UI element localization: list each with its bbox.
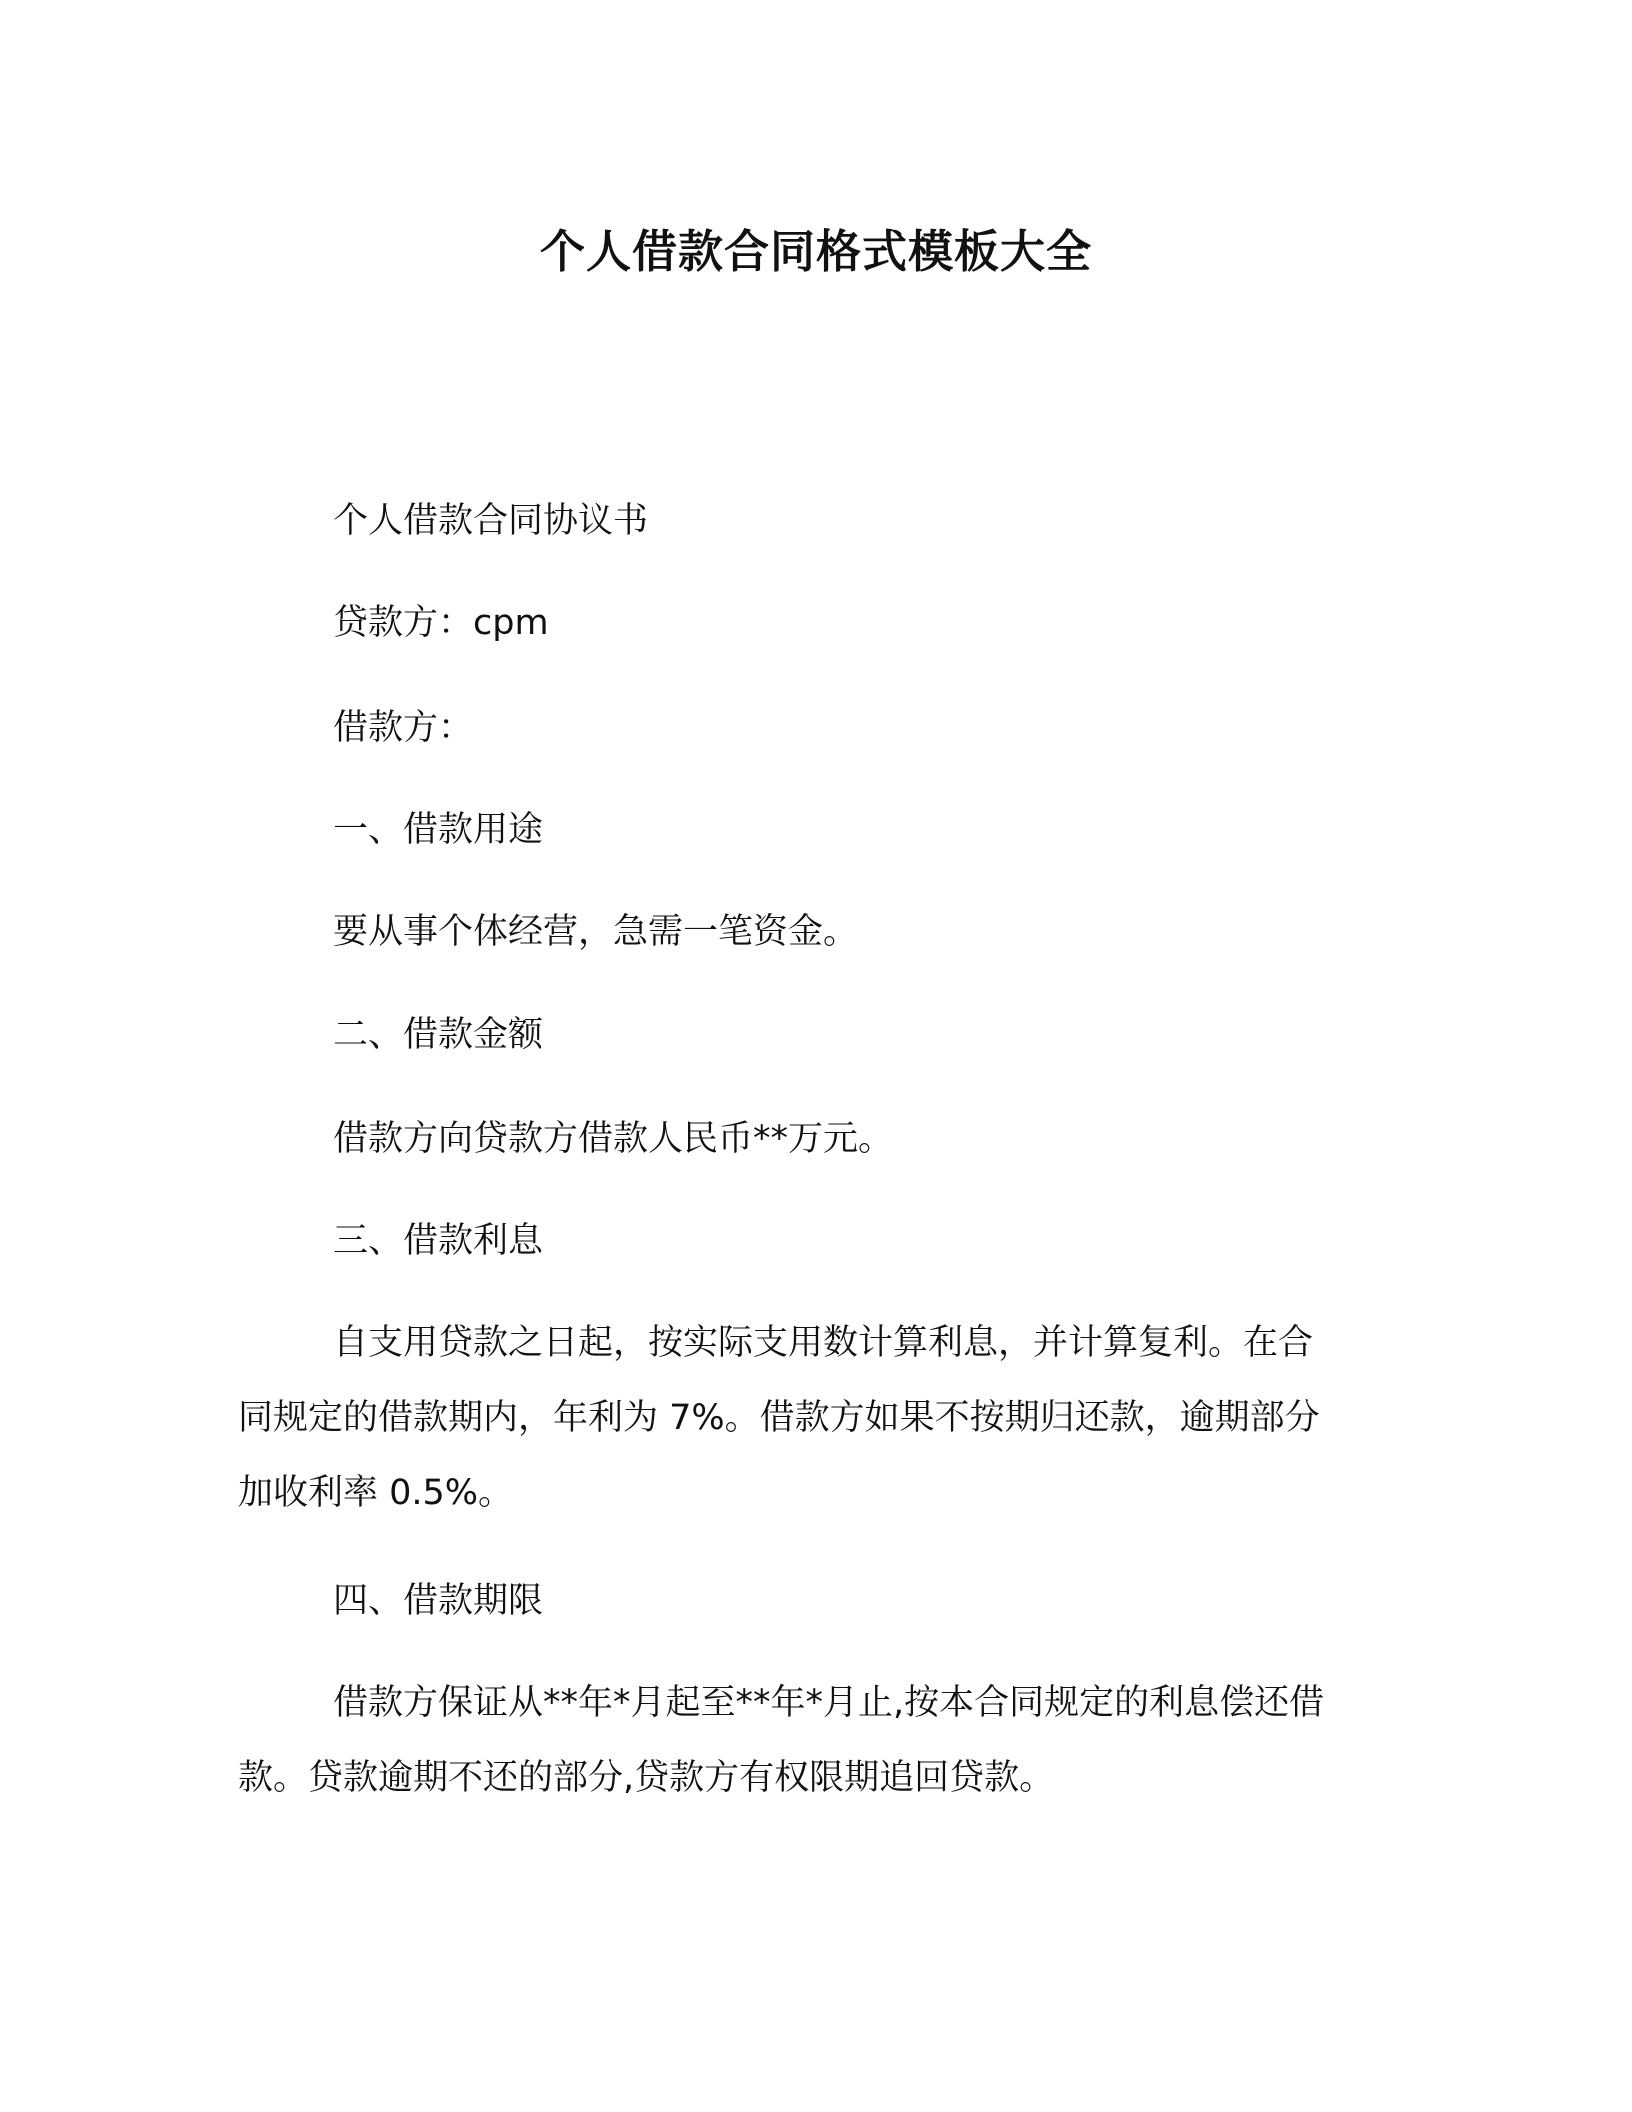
- section-1-heading: 一、借款用途: [333, 810, 544, 850]
- section-4-body: [238, 1666, 1398, 1816]
- document-title: 个人借款合同格式模板大全: [539, 225, 1092, 278]
- section-3-line-3: 加收利率 0.5%。: [238, 1473, 514, 1513]
- lender-line: 贷款方：cpm: [333, 603, 549, 643]
- agreement-subtitle: 个人借款合同协议书: [333, 501, 649, 541]
- section-3-heading: 三、借款利息: [333, 1221, 544, 1261]
- section-3-line-2: 同规定的借款期内，年利为 7%。借款方如果不按期归还款，逾期部分: [238, 1398, 1320, 1438]
- borrower-line: 借款方：: [333, 708, 474, 748]
- section-4-line-1: 借款方保证从**年*月起至**年*月止,按本合同规定的利息偿还借: [333, 1683, 1325, 1723]
- section-4-heading: 四、借款期限: [333, 1581, 544, 1621]
- section-2-body: 借款方向贷款方借款人民币**万元。: [333, 1119, 894, 1159]
- section-2-heading: 二、借款金额: [333, 1015, 544, 1055]
- section-4-line-2: 款。贷款逾期不还的部分,贷款方有权限期追回贷款。: [238, 1758, 1055, 1798]
- section-3-line-1: 自支用贷款之日起，按实际支用数计算利息，并计算复利。在合: [333, 1323, 1314, 1363]
- section-3-body: [238, 1306, 1398, 1531]
- section-1-body: 要从事个体经营，急需一笔资金。: [333, 912, 859, 952]
